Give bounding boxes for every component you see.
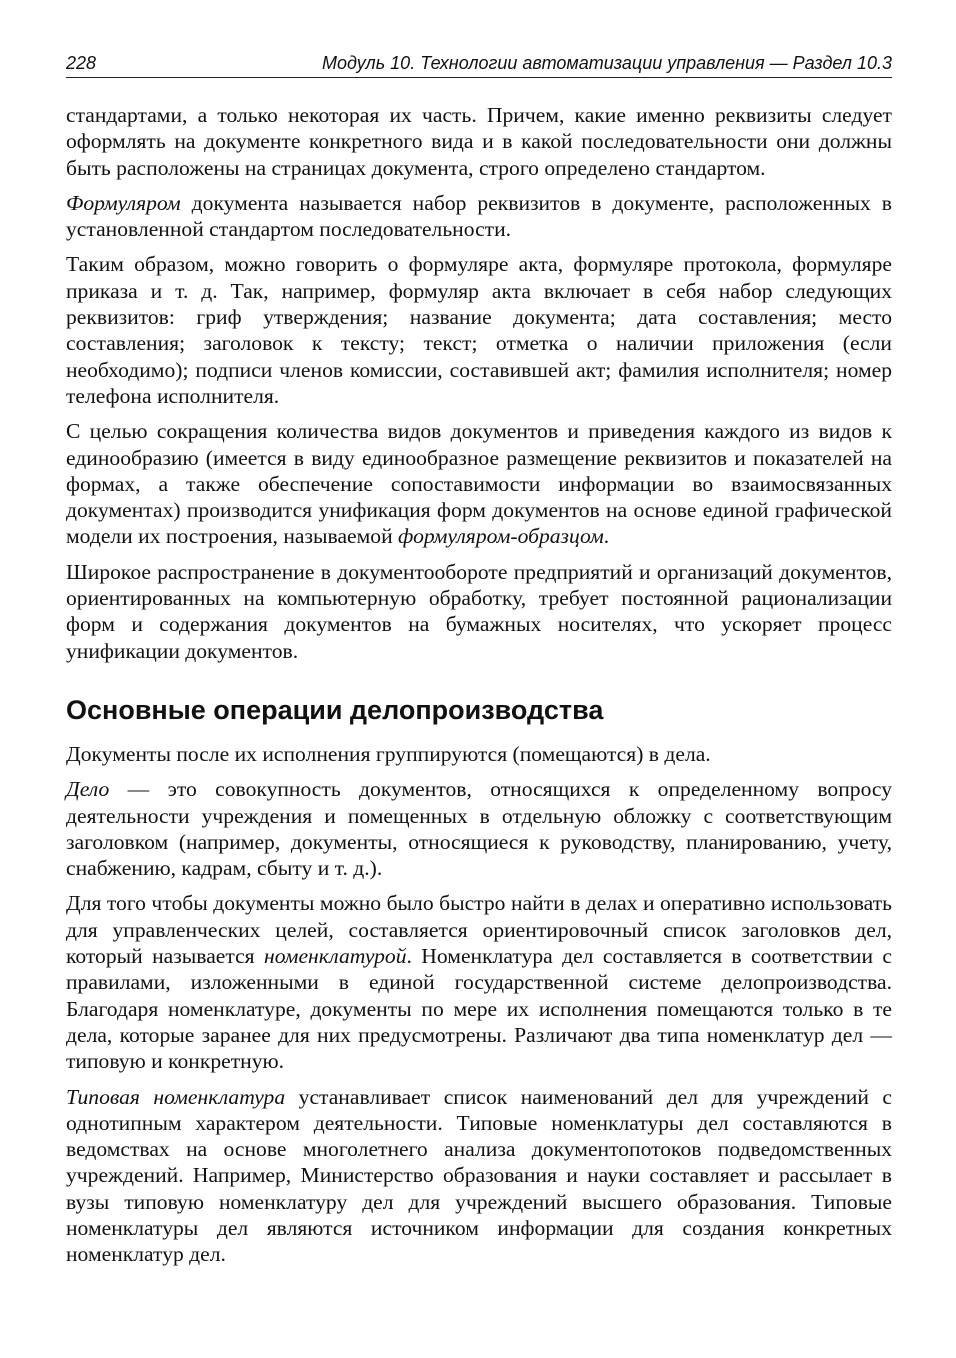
term-typical-nomenclature: Типовая номенклатура xyxy=(66,1084,286,1109)
term-delo: Дело xyxy=(66,777,110,802)
paragraph: Документы после их исполнения группируются (помещаются) в дела. xyxy=(66,741,711,766)
running-header xyxy=(66,52,892,78)
page-body xyxy=(66,102,892,1268)
term-formular: Формуляром xyxy=(66,190,181,215)
page-number: 228 xyxy=(66,53,97,73)
paragraph: Таким образом, можно говорить о формуляре акта, формуляре протокола, формуляре приказа и т. д. Так, например, формуляр акта включает в себя набор следующих реквизитов: гриф утверждения; название документа; дата составления; место составления; заголовок к тексту; текст; отметка о наличии приложения (если необходимо); подписи членов комиссии, составившей акт; фамилия исполнителя; номер телефона исполнителя. xyxy=(66,252,892,408)
paragraph-definition-formular: Формуляром документа называется набор реквизитов в документе, расположенных в установленной стандартом последовательности. xyxy=(66,190,892,242)
paragraph: стандартами, а только некоторая их часть. Причем, какие именно реквизиты следует оформлять на документе конкретного вида и в какой последовательности они должны быть расположены на страницах документа, строго определено стандартом. xyxy=(66,103,892,180)
paragraph: Широкое распространение в документообороте предприятий и организаций документов, ориентированных на компьютерную обработку, требует постоянной рационализации форм и содержания документов на бумажных носителях, что ускоряет процесс унификации документов. xyxy=(66,559,892,663)
paragraph: Для того чтобы документы можно было быстро найти в делах и оперативно использовать для управленческих целей, составляется ориентировочный список заголовков дел, который называется номенклатурой. Номенклатура дел составляется в соответствии с правилами, изложенными в единой государственной системе делопроизводства. Благодаря номенклатуре, документы по мере их исполнения помещаются только в те дела, которые заранее для них предусмотрены. Различают два типа номенклатур дел — типовую и конкретную. xyxy=(66,891,893,1074)
section-heading: Основные операции делопроизводства xyxy=(66,694,604,725)
term-formular-sample: формуляром-образцом xyxy=(398,524,604,549)
paragraph: С целью сокращения количества видов документов и приведения каждого из видов к единообразию (имеется в виду единообразное размещение реквизитов и показателей на формах, а также обеспечение сопоставимости информации во взаимосвязанных документах) производится унификация форм документов на основе единой графической модели их построения, называемой формуляром-образцом. xyxy=(66,419,892,549)
running-title: Модуль 10. Технологии автоматизации управления — Раздел 10.3 xyxy=(322,53,892,73)
book-page xyxy=(66,52,892,1277)
paragraph-definition-delo: Дело — это совокупность документов, относящихся к определенному вопросу деятельности учреждения и помещенных в отдельную обложку с соответствующим заголовком (например, документы, относящиеся к руководству, планированию, учету, снабжению, кадрам, сбыту и т. д.). xyxy=(66,777,892,881)
term-nomenclature: номенклатурой xyxy=(263,944,407,969)
paragraph-definition-typical-nomenclature: Типовая номенклатура устанавливает список наименований дел для учреждений с однотипным характером деятельности. Типовые номенклатуры дел составляются в ведомствах на основе многолетнего анализа документопотоков подведомственных учреждений. Например, Министерство образования и науки составляет и рассылает в вузы типовую номенклатуру дел для учреждений высшего образования. Типовые номенклатуры дел являются источником информации для создания конкретных номенклатур дел. xyxy=(66,1084,892,1267)
